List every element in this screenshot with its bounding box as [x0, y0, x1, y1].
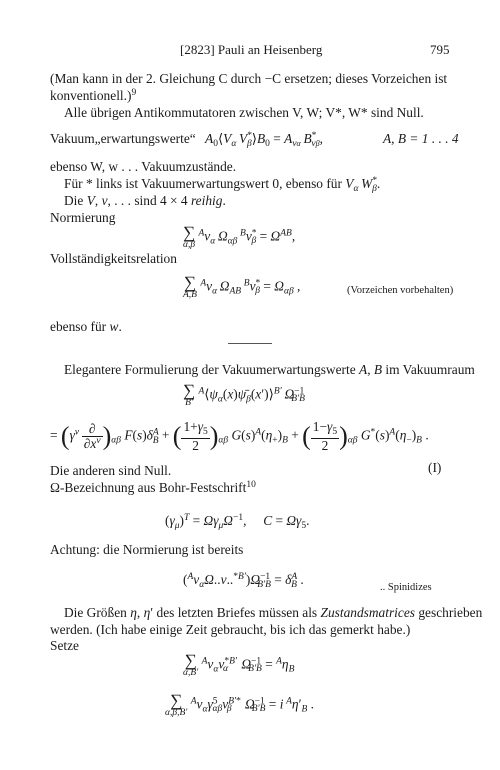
paragraph-line: ebenso für w. [50, 319, 122, 334]
equation-vollstaendigkeit: ∑ A,B $^Av_\alpha$ $\Omega_{AB}$ $^Bv^*_\beta = \Omega_{\alpha\beta}$ , [183, 273, 301, 300]
vorzeichen-note: (Vorzeichen vorbehalten) [347, 285, 454, 296]
paragraph-line: Die Größen η, η′ des letzten Briefes müssen als Zustandsmatrices geschrieben [64, 605, 483, 620]
paragraph-line: Alle übrigen Antikommutatoren zwischen V, W; V*, W* sind Null. [64, 105, 424, 120]
equation-setze-2: ∑ α,β,B′ $^Av_\alpha\gamma^5_{\alpha\beta}v^{B'*}_\beta$ $\Omega^{-1}_{B'B} = i$ $^A\eta'_B$ . [165, 691, 315, 718]
equation-transpose: $(\gamma_\mu)^T = \Omega\gamma_\mu\Omega^{-1}$, $C = \Omega\gamma_5$. [165, 513, 310, 531]
spinidizes-note: .. Spinidizes [380, 582, 432, 593]
paragraph-line: werden. (Ich habe einige Zeit gebraucht, bis ich das gemerkt habe.) [50, 622, 411, 637]
footnote-ref: 9 [131, 88, 137, 98]
index-range: A, B = 1 . . . 4 [383, 131, 459, 146]
footnote-ref: 10 [246, 480, 256, 490]
vollstaendigkeit-label: Vollständigkeitsrelation [50, 251, 177, 266]
equation-vakuum: $A_0⟨V_\alpha$ $V^*_\beta⟩B_0 = A_{v\alpha}$ $B^*_{v\beta}$, [205, 131, 323, 149]
equation-achtung: $(^Av_\alpha\Omega..v..^{*B'})\Omega^{-1}_{B'B} = \delta^A_B$ . [183, 572, 304, 590]
paragraph-line: Achtung: die Normierung ist bereits [50, 542, 244, 557]
paragraph-line: Elegantere Formulierung der Vakuumerwartungswerte A, B im Vakuumraum [64, 362, 475, 377]
section-divider [228, 343, 272, 344]
paragraph-line: Die anderen sind Null. [50, 463, 172, 478]
normierung-label: Normierung [50, 210, 116, 225]
equation-normierung: ∑ α,β $^Av_\alpha$ $\Omega_{\alpha\beta}$ $^Bv^*_\beta = \Omega^{AB}$, [183, 223, 296, 250]
running-header-title: [2823] Pauli an Heisenberg [180, 42, 323, 57]
paragraph-line: konventionell.)$^9$ [50, 88, 137, 103]
paragraph-line: Ω-Bezeichnung aus Bohr-Festschrift$^{10}$ [50, 480, 256, 495]
setze-label: Setze [50, 638, 79, 653]
vakuum-label: Vakuum„erwartungswerte“ [50, 131, 196, 146]
page-number: 795 [430, 42, 450, 57]
paragraph-line: Für * links ist Vakuumerwartungswert 0, ebenso für $V_\alpha$ $W^*_\beta$. [64, 176, 381, 194]
equation-vakuumraum: ∑ B′ $^A⟨\psi_\alpha(x)\psī_\beta(x')⟩^{B'}$ $\Omega^{-1}_{B'B}$ [183, 381, 305, 408]
paragraph-line: (Man kann in der 2. Gleichung C durch −C ersetzen; dieses Vorzeichen ist [50, 71, 448, 86]
equation-setze-1: ∑ α,B′ $^Av_\alpha v^{*B'}_\alpha$ $\Omega^{-1}_{B'B} = ^A\eta_B$ [183, 651, 295, 678]
paragraph-line: ebenso W, w . . . Vakuumzustände. [50, 159, 237, 174]
paragraph-line: Die V, v, . . . sind 4 × 4 reihig. [64, 193, 226, 208]
equation-label: (I) [428, 460, 442, 475]
equation-I: = ($\gamma^\nu$ $\frac{\partial}{\partial x^\nu}$ )$_{\alpha\beta}$ $F(s)\delta^A_B$ + ( $\frac{1+\gamma_5}{2}$ )$_{\alpha\beta}$ $G(s)^A(\eta_+)_B$ + ( $\frac{1-\gamma_5}{2}$ )$_{\alpha\beta}$ $G^*(s)^A(\eta_-)_B$ . [50, 419, 429, 453]
